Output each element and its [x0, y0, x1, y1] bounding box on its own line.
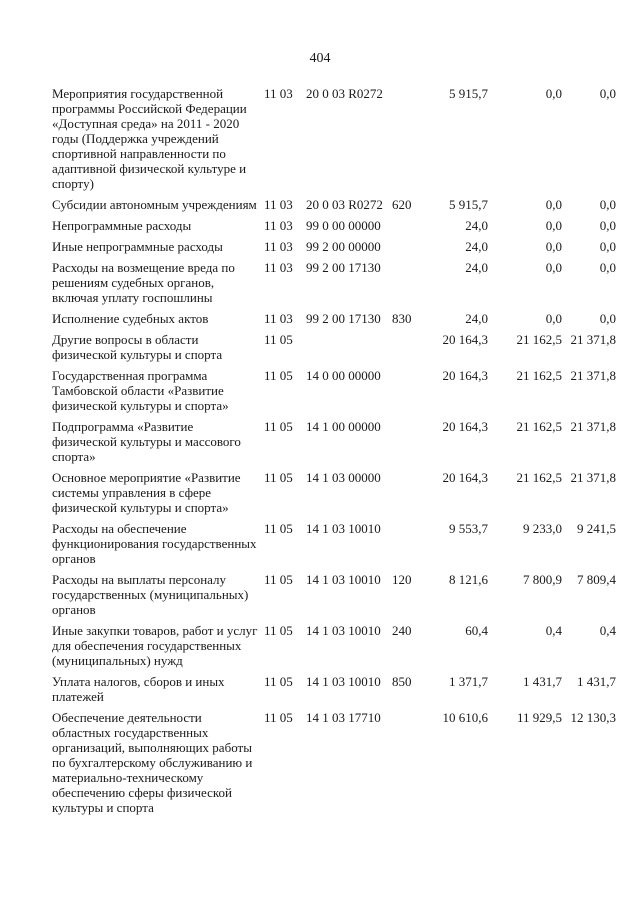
- row-amount-year-2: 0,0: [545, 239, 562, 254]
- row-amount-year-2: 21 162,5: [516, 419, 562, 434]
- row-name: Другие вопросы в области физической культуры и спорта: [52, 332, 223, 362]
- row-name: Непрограммные расходы: [52, 218, 192, 233]
- row-amount-year-2: 0,0: [545, 260, 562, 275]
- row-expense-kind-code: 120: [392, 572, 412, 587]
- row-name: Мероприятия государственной программы Российской Федерации «Доступная среда» на 2011 - 2020 годы (Поддержка учреждений спортивной направленности по адаптивной физической культуре и спорту): [52, 86, 247, 191]
- row-amount-year-1: 8 121,6: [449, 572, 488, 587]
- row-amount-year-3: 0,0: [599, 239, 616, 254]
- row-article-code: 14 1 03 10010: [306, 572, 381, 587]
- table-row: [52, 419, 616, 470]
- row-amount-year-1: 60,4: [465, 623, 488, 638]
- row-section-code: 11 05: [264, 521, 293, 536]
- row-amount-year-3: 1 431,7: [577, 674, 616, 689]
- row-name: Субсидии автономным учреждениям: [52, 197, 257, 212]
- budget-table-body: [52, 86, 616, 821]
- row-section-code: 11 05: [264, 368, 293, 383]
- row-amount-year-3: 0,0: [599, 218, 616, 233]
- row-section-code: 11 03: [264, 86, 293, 101]
- row-amount-year-2: 0,0: [545, 86, 562, 101]
- row-article-code: 99 2 00 17130: [306, 260, 381, 275]
- row-amount-year-1: 20 164,3: [442, 368, 488, 383]
- row-amount-year-1: 24,0: [465, 239, 488, 254]
- row-section-code: 11 05: [264, 710, 293, 725]
- row-expense-kind-code: 620: [392, 197, 412, 212]
- row-amount-year-3: 21 371,8: [570, 368, 616, 383]
- row-amount-year-3: 12 130,3: [570, 710, 616, 725]
- row-expense-kind-code: [392, 260, 422, 311]
- row-expense-kind-code: [392, 332, 422, 368]
- row-expense-kind-code: [392, 419, 422, 470]
- row-article-code: 99 0 00 00000: [306, 218, 381, 233]
- row-section-code: 11 05: [264, 470, 293, 485]
- row-section-code: 11 03: [264, 218, 293, 233]
- row-amount-year-2: 1 431,7: [523, 674, 562, 689]
- row-amount-year-3: 9 241,5: [577, 521, 616, 536]
- row-section-code: 11 05: [264, 332, 293, 347]
- table-row: [52, 86, 616, 197]
- table-row: [52, 470, 616, 521]
- row-amount-year-1: 24,0: [465, 311, 488, 326]
- row-name: Иные непрограммные расходы: [52, 239, 223, 254]
- row-name: Основное мероприятие «Развитие системы управления в сфере физической культуры и спорта»: [52, 470, 241, 515]
- row-amount-year-2: 21 162,5: [516, 332, 562, 347]
- row-section-code: 11 03: [264, 311, 293, 326]
- row-expense-kind-code: 830: [392, 311, 412, 326]
- row-article-code: 14 0 00 00000: [306, 368, 381, 383]
- row-amount-year-1: 9 553,7: [449, 521, 488, 536]
- row-amount-year-2: 9 233,0: [523, 521, 562, 536]
- row-amount-year-3: 0,0: [599, 197, 616, 212]
- table-row: [52, 710, 616, 821]
- row-expense-kind-code: [392, 239, 422, 260]
- table-row: [52, 197, 616, 218]
- row-expense-kind-code: [392, 218, 422, 239]
- row-amount-year-1: 20 164,3: [442, 332, 488, 347]
- row-amount-year-1: 24,0: [465, 260, 488, 275]
- row-amount-year-1: 5 915,7: [449, 86, 488, 101]
- row-amount-year-3: 21 371,8: [570, 470, 616, 485]
- table-row: [52, 368, 616, 419]
- row-amount-year-3: 21 371,8: [570, 419, 616, 434]
- table-row: [52, 218, 616, 239]
- row-article-code: [306, 332, 392, 368]
- row-section-code: 11 05: [264, 674, 293, 689]
- row-article-code: 99 2 00 00000: [306, 239, 381, 254]
- row-amount-year-2: 11 929,5: [516, 710, 562, 725]
- row-amount-year-2: 21 162,5: [516, 470, 562, 485]
- row-article-code: 99 2 00 17130: [306, 311, 381, 326]
- row-article-code: 14 1 03 10010: [306, 623, 381, 638]
- row-name: Исполнение судебных актов: [52, 311, 209, 326]
- row-amount-year-3: 0,0: [599, 311, 616, 326]
- table-row: [52, 239, 616, 260]
- row-section-code: 11 03: [264, 197, 293, 212]
- page-number: 404: [309, 51, 331, 66]
- row-amount-year-2: 0,4: [545, 623, 562, 638]
- row-amount-year-1: 1 371,7: [449, 674, 488, 689]
- row-article-code: 20 0 03 R0272: [306, 197, 383, 212]
- row-amount-year-1: 20 164,3: [442, 470, 488, 485]
- row-article-code: 20 0 03 R0272: [306, 86, 383, 101]
- row-amount-year-2: 0,0: [545, 311, 562, 326]
- row-name: Подпрограмма «Развитие физической культуры и массового спорта»: [52, 419, 241, 464]
- row-amount-year-1: 24,0: [465, 218, 488, 233]
- row-amount-year-3: 0,0: [599, 86, 616, 101]
- table-row: [52, 572, 616, 623]
- row-amount-year-1: 10 610,6: [442, 710, 488, 725]
- row-amount-year-3: 7 809,4: [577, 572, 616, 587]
- row-amount-year-2: 21 162,5: [516, 368, 562, 383]
- table-row: [52, 260, 616, 311]
- row-amount-year-2: 0,0: [545, 218, 562, 233]
- row-amount-year-2: 0,0: [545, 197, 562, 212]
- row-amount-year-1: 5 915,7: [449, 197, 488, 212]
- row-expense-kind-code: [392, 470, 422, 521]
- row-section-code: 11 03: [264, 239, 293, 254]
- row-amount-year-1: 20 164,3: [442, 419, 488, 434]
- row-section-code: 11 05: [264, 572, 293, 587]
- row-article-code: 14 1 00 00000: [306, 419, 381, 434]
- row-name: Расходы на обеспечение функционирования государственных органов: [52, 521, 257, 566]
- table-row: [52, 623, 616, 674]
- table-row: [52, 674, 616, 710]
- table-row: [52, 311, 616, 332]
- row-name: Уплата налогов, сборов и иных платежей: [52, 674, 225, 704]
- row-expense-kind-code: [392, 710, 422, 821]
- row-article-code: 14 1 03 10010: [306, 674, 381, 689]
- table-row: [52, 332, 616, 368]
- table-row: [52, 521, 616, 572]
- row-name: Расходы на выплаты персоналу государственных (муниципальных) органов: [52, 572, 249, 617]
- row-article-code: 14 1 03 10010: [306, 521, 381, 536]
- row-expense-kind-code: 850: [392, 674, 412, 689]
- row-expense-kind-code: 240: [392, 623, 412, 638]
- row-amount-year-3: 0,4: [599, 623, 616, 638]
- row-section-code: 11 03: [264, 260, 293, 275]
- budget-table: [52, 86, 616, 821]
- row-name: Иные закупки товаров, работ и услуг для обеспечения государственных (муниципальных) нужд: [52, 623, 258, 668]
- row-name: Обеспечение деятельности областных государственных организаций, выполняющих работы по бухгалтерскому обслуживанию и материально-техническому обеспечению сферы физической культуры и спорта: [52, 710, 253, 815]
- row-section-code: 11 05: [264, 419, 293, 434]
- row-section-code: 11 05: [264, 623, 293, 638]
- row-expense-kind-code: [392, 86, 422, 197]
- row-article-code: 14 1 03 17710: [306, 710, 381, 725]
- row-article-code: 14 1 03 00000: [306, 470, 381, 485]
- row-expense-kind-code: [392, 368, 422, 419]
- row-amount-year-3: 21 371,8: [570, 332, 616, 347]
- row-amount-year-2: 7 800,9: [523, 572, 562, 587]
- row-amount-year-3: 0,0: [599, 260, 616, 275]
- row-name: Государственная программа Тамбовской области «Развитие физической культуры и спорта»: [52, 368, 229, 413]
- row-name: Расходы на возмещение вреда по решениям судебных органов, включая уплату госпошлины: [52, 260, 235, 305]
- row-expense-kind-code: [392, 521, 422, 572]
